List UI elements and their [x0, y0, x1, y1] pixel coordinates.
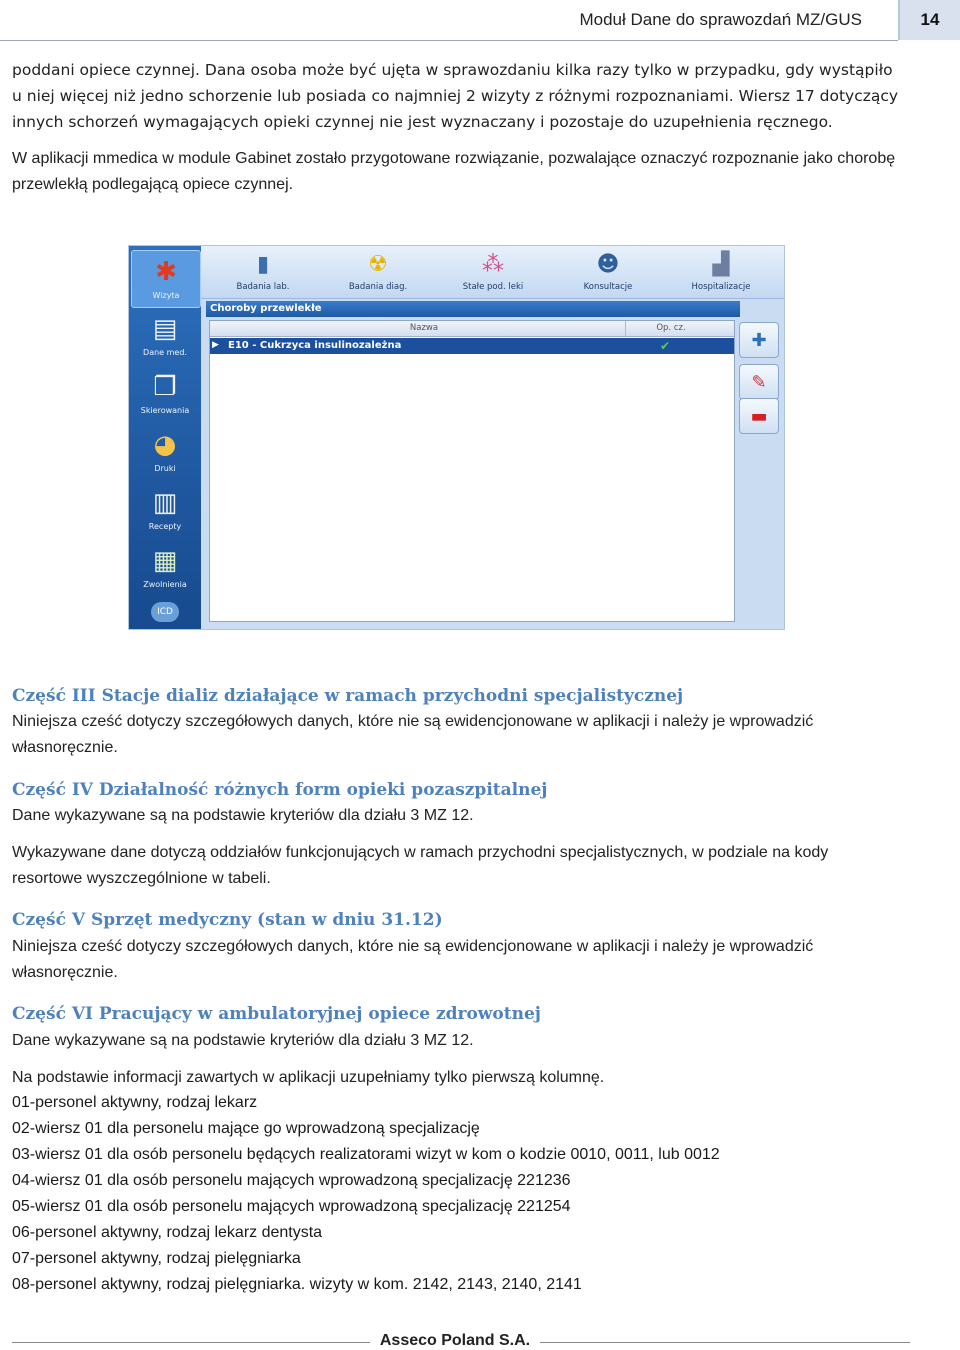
menu-item-label: Dane med.	[143, 348, 187, 357]
header-divider	[0, 40, 898, 41]
prescription-icon: ▥	[152, 488, 178, 518]
menu-item-recepty[interactable]	[131, 482, 199, 536]
top-item-konsultacje[interactable]	[566, 250, 650, 292]
table-header	[210, 321, 734, 337]
section-text-5: Niniejsza cześć dotyczy szczegółowych danych, które nie są ewidencjonowane w aplikacji i należy je wprowadzić własnoręcznie.	[12, 938, 814, 981]
top-item-badania-lab[interactable]	[221, 250, 305, 292]
page-number: 14	[898, 0, 960, 40]
column-header-name[interactable]: Nazwa	[409, 323, 439, 333]
list-item: 06-personel aktywny, rodzaj lekarz dentysta	[12, 1224, 323, 1241]
top-item-label: Badania lab.	[236, 282, 290, 292]
top-menu	[201, 246, 784, 299]
row-name: E10 - Cukrzyca insulinozależna	[228, 340, 402, 351]
table-row[interactable]	[210, 338, 734, 354]
top-item-label: Badania diag.	[348, 282, 408, 292]
add-icon: ✚	[751, 329, 767, 351]
section-text-4b: Wykazywane dane dotyczą oddziałów funkcjonujących w ramach przychodni specjalistycznych, w podziale na kody resortowe wyszczególnione w tabeli.	[12, 844, 829, 887]
section-heading-4: Część IV Działalność różnych form opieki pozaszpitalnej	[12, 780, 548, 800]
top-item-leki[interactable]	[451, 250, 535, 292]
edit-icon: ✎	[751, 371, 767, 393]
pie-doc-icon: ◕	[153, 430, 177, 460]
top-item-hospitalizacje[interactable]	[679, 250, 763, 292]
section-heading-5: Część V Sprzęt medyczny (stan w dniu 31.12)	[12, 910, 443, 930]
intro-paragraph-2: W aplikacji mmedica w module Gabinet zostało przygotowane rozwiązanie, pozwalające oznaczyć rozpoznanie jako chorobę przewlekłą podlegającą opiece czynnej.	[12, 150, 896, 193]
menu-item-dane-med[interactable]	[131, 308, 199, 362]
intro-paragraph-1: poddani opiece czynnej. Dana osoba może być ujęta w sprawozdaniu kilka razy tylko w przypadku, gdy wystąpiło u niej więcej niż jedno schorzenie lub posiada co najmniej 2 wizyty z różnymi rozpoznaniami. Wiersz 17 dotyczący innych schorzeń wymagających opieki czynnej nie jest wyznaczany i pozostaje do uzupełnienia ręcznego.	[12, 61, 899, 131]
footer-company	[0, 1332, 910, 1350]
remove-icon: ▬	[750, 405, 768, 427]
top-item-badania-diag[interactable]	[336, 250, 420, 292]
section-text-4: Dane wykazywane są na podstawie kryteriów dla działu 3 MZ 12.	[12, 807, 474, 824]
header-title: Moduł Dane do sprawozdań MZ/GUS	[579, 10, 862, 29]
pills-icon: ⁂	[482, 251, 504, 277]
menu-item-label: Recepty	[148, 522, 182, 531]
pages-icon: ❐	[153, 372, 177, 402]
list-item: 07-personel aktywny, rodzaj pielęgniarka	[12, 1250, 301, 1267]
checkmark-icon: ✔	[660, 339, 671, 353]
doctors-icon: ☻	[596, 251, 620, 277]
document-icon: ▤	[152, 314, 178, 344]
menu-item-zwolnienia[interactable]	[131, 540, 199, 594]
left-menu	[129, 246, 201, 629]
section-heading-3: Część III Stacje dializ działające w ramach przychodni specjalistycznej	[12, 686, 684, 706]
menu-item-label: Druki	[154, 464, 176, 473]
map-doc-icon: ▦	[152, 546, 178, 576]
top-item-label: Hospitalizacje	[691, 282, 751, 292]
menu-item-skierowania[interactable]	[131, 366, 199, 420]
footer-company-label: Asseco Poland S.A.	[370, 1332, 540, 1349]
panel-title: Choroby przewlekłe	[206, 301, 740, 317]
list-item: 02-wiersz 01 dla personelu mające go wprowadzoną specjalizację	[12, 1120, 480, 1137]
list-item: 01-personel aktywny, rodzaj lekarz	[12, 1094, 258, 1111]
caduceus-icon: ✱	[155, 257, 177, 287]
lab-book-icon: ▮	[256, 251, 270, 277]
menu-item-label: Zwolnienia	[143, 580, 187, 589]
section-text-3: Niniejsza cześć dotyczy szczegółowych danych, które nie są ewidencjonowane w aplikacji i należy je wprowadzić własnoręcznie.	[12, 713, 814, 756]
top-item-label: Stałe pod. leki	[462, 282, 524, 292]
icd-icon: ICD	[151, 602, 179, 622]
section-text-6: Dane wykazywane są na podstawie kryteriów dla działu 3 MZ 12.	[12, 1032, 474, 1049]
top-item-label: Konsultacje	[583, 282, 633, 292]
list-item: 08-personel aktywny, rodzaj pielęgniarka. wizyty w kom. 2142, 2143, 2140, 2141	[12, 1276, 582, 1293]
list-item: 04-wiersz 01 dla osób personelu mających wprowadzoną specjalizację 221236	[12, 1172, 571, 1189]
add-chronic-button[interactable]	[739, 322, 779, 358]
remove-chronic-button[interactable]	[739, 398, 779, 434]
menu-item-label: Skierowania	[140, 406, 190, 415]
embedded-app-screenshot	[128, 245, 785, 630]
column-header-op[interactable]: Op. cz.	[625, 321, 716, 336]
chronic-disease-table	[209, 320, 735, 622]
hospital-icon: ▟	[712, 251, 730, 277]
menu-item-druki[interactable]	[131, 424, 199, 478]
section-heading-6: Część VI Pracujący w ambulatoryjnej opiece zdrowotnej	[12, 1004, 541, 1024]
menu-item-icd[interactable]	[131, 598, 199, 628]
section-text-6b: Na podstawie informacji zawartych w aplikacji uzupełniamy tylko pierwszą kolumnę.	[12, 1069, 605, 1086]
edit-chronic-button[interactable]	[739, 364, 779, 400]
list-item: 05-wiersz 01 dla osób personelu mających wprowadzoną specjalizację 221254	[12, 1198, 571, 1215]
menu-item-label: Wizyta	[152, 291, 180, 300]
menu-item-wizyta[interactable]	[131, 250, 201, 308]
list-item: 03-wiersz 01 dla osób personelu będących realizatorami wizyt w kom o kodzie 0010, 0011, lub 0012	[12, 1146, 720, 1163]
radiation-icon: ☢	[368, 251, 388, 277]
row-marker-icon: ▶	[212, 340, 219, 350]
